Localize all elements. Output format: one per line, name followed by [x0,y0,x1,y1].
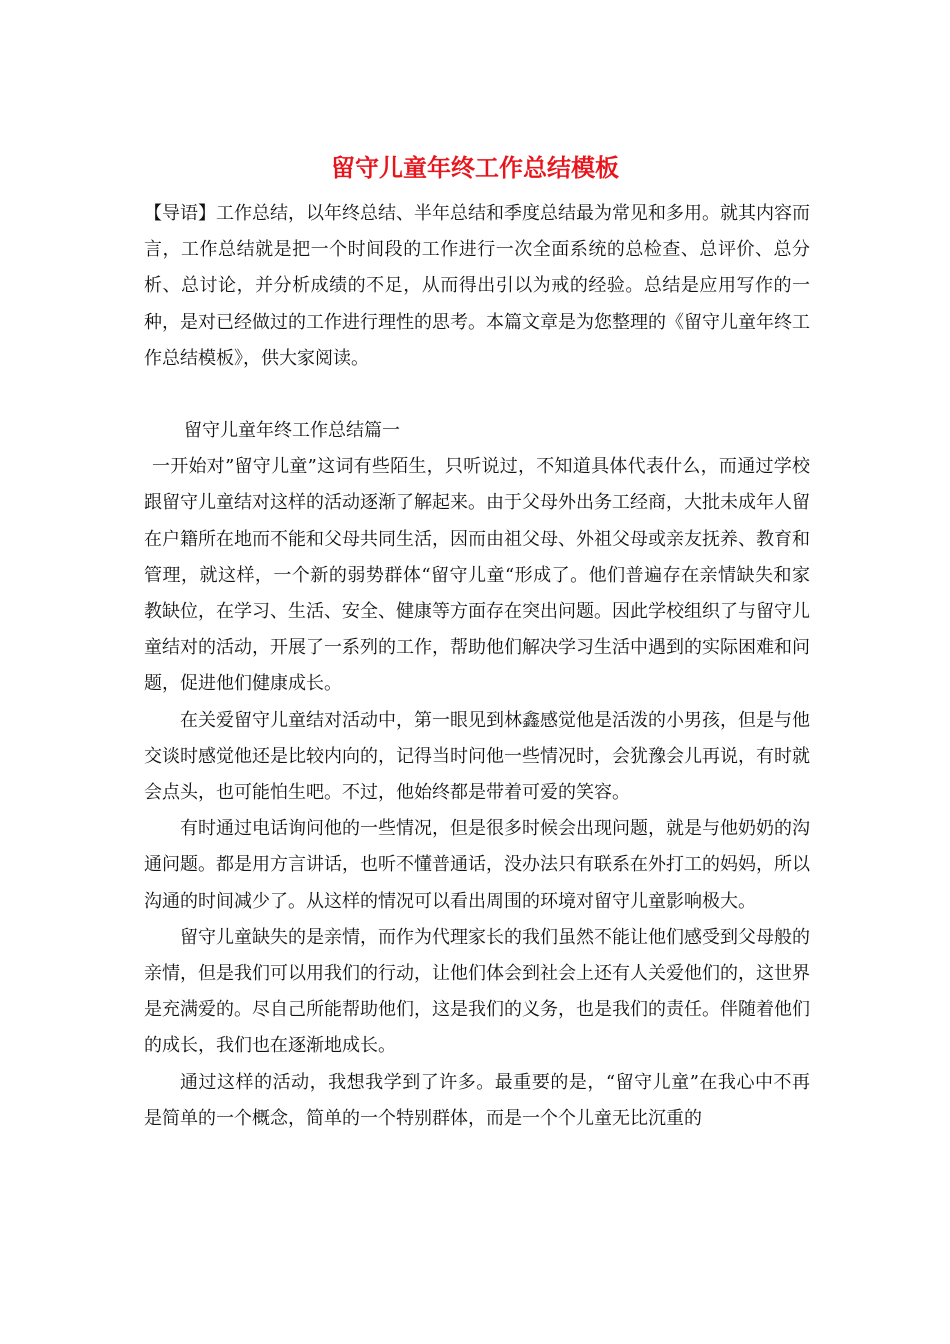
body-paragraph-1: 一开始对”留守儿童”这词有些陌生，只听说过，不知道具体代表什么，而通过学校跟留守儿童结对这样的活动逐渐了解起来。由于父母外出务工经商，大批未成年人留在户籍所在地而不能和父母共同生活，因而由祖父母、外祖父母或亲友抚养、教育和管理，就这样，一个新的弱势群体“留守儿童“形成了。他们普遍存在亲情缺失和家教缺位，在学习、生活、安全、健康等方面存在突出问题。因此学校组织了与留守儿童结对的活动，开展了一系列的工作，帮助他们解决学习生活中遇到的实际困难和问题，促进他们健康成长。 [144,456,810,695]
intro-paragraph: 【导语】工作总结，以年终总结、半年总结和季度总结最为常见和多用。就其内容而言，工作总结就是把一个时间段的工作进行一次全面系统的总检查、总评价、总分析、总讨论，并分析成绩的不足，从而得出引以为戒的经验。总结是应用写作的一种，是对已经做过的工作进行理性的思考。本篇文章是为您整理的《留守儿童年终工作总结模板》，供大家阅读。 [144,203,810,369]
body-paragraph-2: 在关爱留守儿童结对活动中，第一眼见到林鑫感觉他是活泼的小男孩，但是与他交谈时感觉他还是比较内向的，记得当时问他一些情况时，会犹豫会儿再说，有时就会点头，也可能怕生吧。不过，他始终都是带着可爱的笑容。 [144,709,810,804]
document-title: 留守儿童年终工作总结模板 [331,153,619,182]
document-body [144,196,810,1137]
body-paragraph-3: 有时通过电话询问他的一些情况，但是很多时候会出现问题，就是与他奶奶的沟通问题。都是用方言讲话，也听不懂普通话，没办法只有联系在外打工的妈妈，所以沟通的时间减少了。从这样的情况可以看出周围的环境对留守儿童影响极大。 [144,818,810,912]
body-paragraph-4: 留守儿童缺失的是亲情，而作为代理家长的我们虽然不能让他们感受到父母般的亲情，但是我们可以用我们的行动，让他们体会到社会上还有人关爱他们的，这世界是充满爱的。尽自己所能帮助他们，这是我们的义务，也是我们的责任。伴随着他们的成长，我们也在逐渐地成长。 [144,926,810,1057]
blank-line [144,377,810,413]
body-paragraph-5: 通过这样的活动，我想我学到了许多。最重要的是，“留守儿童”在我心中不再是简单的一个概念，简单的一个特别群体，而是一个个儿童无比沉重的 [144,1071,810,1129]
section-heading: 留守儿童年终工作总结篇一 [184,420,400,442]
